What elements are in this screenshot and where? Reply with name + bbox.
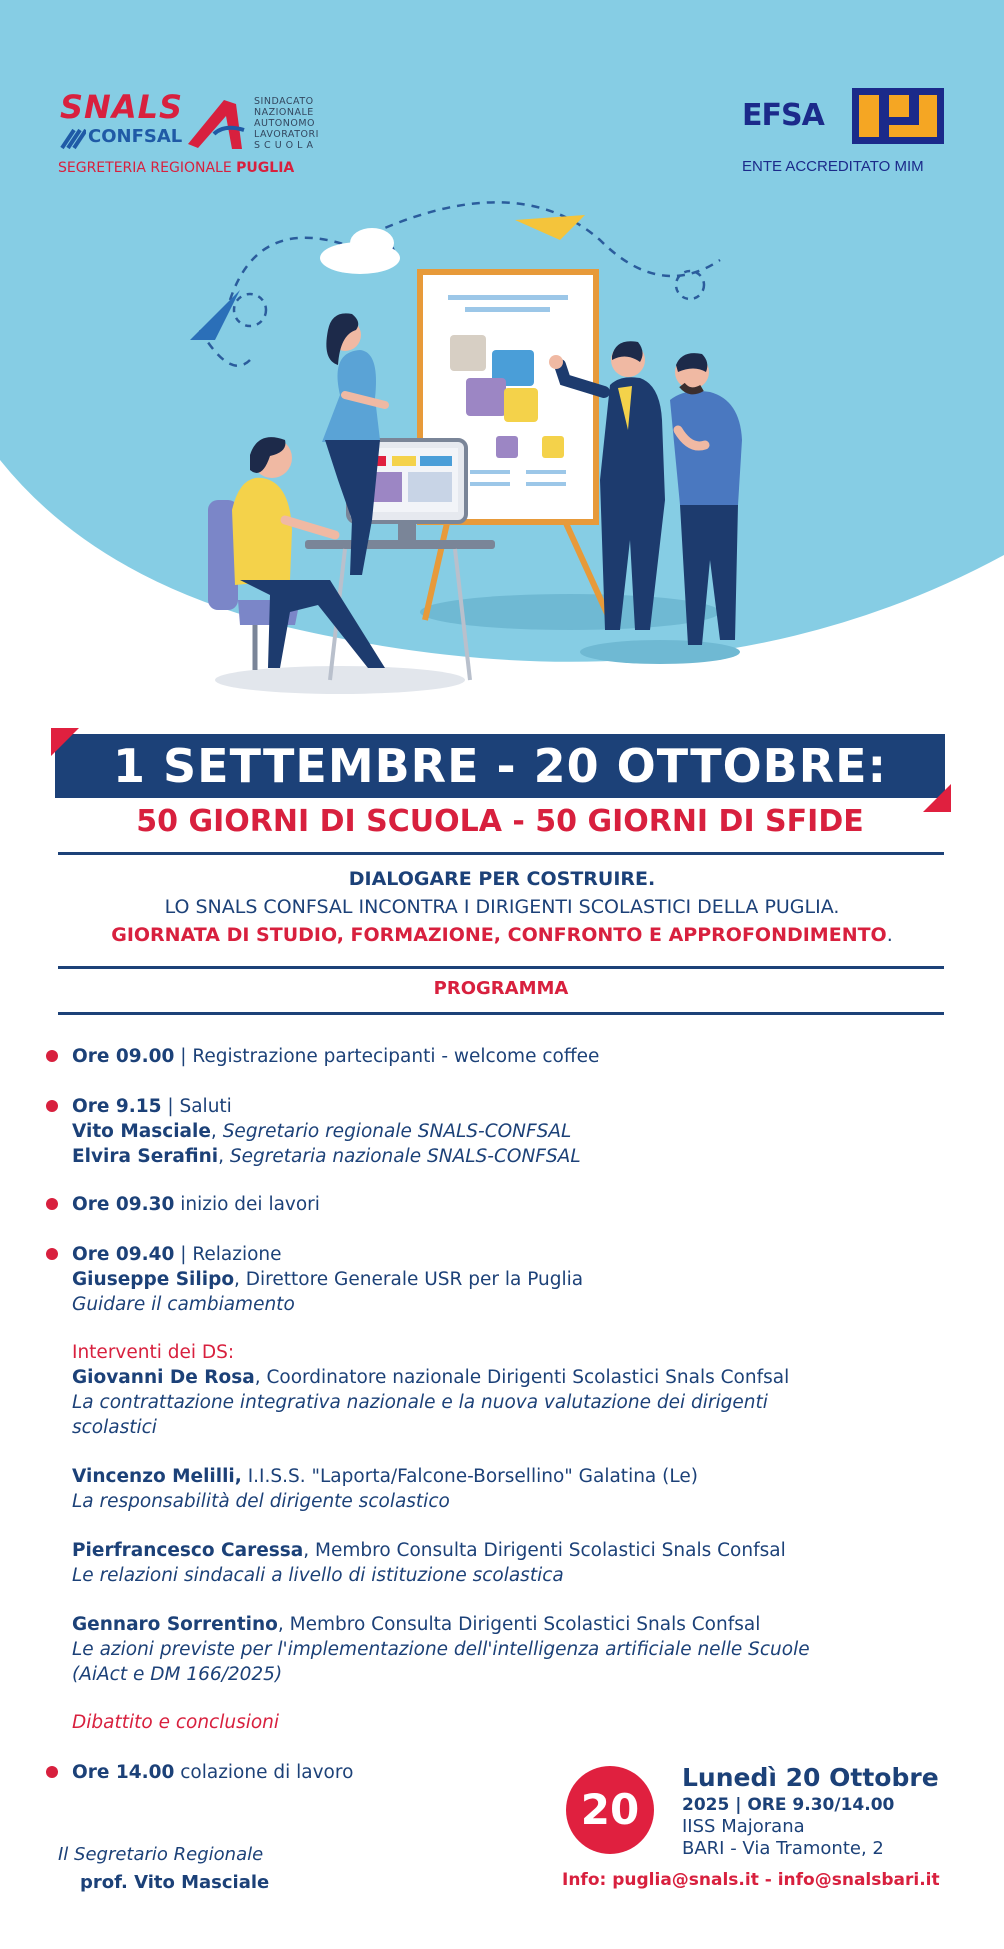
bullet-dot	[46, 1100, 58, 1112]
speaker-topic: Le azioni previste per l'implementazione dell'intelligenza artificiale nelle Scuole	[72, 1639, 810, 1660]
info-contacts: Info: puglia@snals.it - info@snalsbari.it	[562, 1870, 940, 1890]
program-text: | Saluti	[161, 1096, 232, 1117]
efsa-logo	[740, 88, 950, 183]
intro-text: LO SNALS CONFSAL INCONTRA I DIRIGENTI SCOLASTICI DELLA PUGLIA.	[164, 896, 840, 918]
page-title: 1 SETTEMBRE - 20 OTTOBRE:	[113, 739, 887, 793]
speaker-topic: La responsabilità del dirigente scolastico	[72, 1491, 450, 1512]
signature-role: Il Segretario Regionale	[58, 1844, 264, 1865]
day-badge: 20	[566, 1766, 654, 1854]
program-text: inizio dei lavori	[174, 1194, 320, 1215]
intervento	[72, 1612, 810, 1687]
snals-swoosh-icon	[184, 94, 254, 154]
bullet-dot	[46, 1198, 58, 1210]
confsal-wordmark: CONFSAL	[88, 126, 183, 147]
sindacato-line: LAVORATORI	[254, 129, 319, 140]
speaker-name: Vito Masciale	[72, 1121, 211, 1142]
program-item	[72, 1242, 583, 1317]
speaker-topic: scolastici	[72, 1417, 157, 1438]
speaker-topic: Le relazioni sindacali a livello di istituzione scolastica	[72, 1565, 564, 1586]
bullet-dot	[46, 1248, 58, 1260]
intro-period: .	[886, 924, 893, 946]
signature-name: prof. Vito Masciale	[80, 1872, 270, 1893]
speaker-role: , Direttore Generale USR per la Puglia	[234, 1269, 584, 1290]
efsa-emblem-icon	[852, 88, 944, 144]
event-details	[682, 1762, 939, 1860]
speaker-name: Pierfrancesco Caressa	[72, 1540, 304, 1561]
ente-accreditato: ENTE ACCREDITATO MIM	[742, 158, 924, 175]
title-banner	[55, 734, 945, 798]
speaker-topic: (AiAct e DM 166/2025)	[72, 1664, 283, 1685]
program-text: colazione di lavoro	[174, 1762, 354, 1783]
programma-heading: PROGRAMMA	[433, 978, 569, 999]
event-address: BARI - Via Tramonte, 2	[682, 1838, 884, 1859]
speaker-topic: La contrattazione integrativa nazionale e la nuova valutazione dei dirigenti	[72, 1392, 768, 1413]
divider	[58, 966, 944, 969]
bullet-dot	[46, 1050, 58, 1062]
page-subtitle: 50 GIORNI DI SCUOLA - 50 GIORNI DI SFIDE	[136, 804, 864, 839]
segreteria-regionale	[58, 160, 294, 176]
program-time: Ore 09.00	[72, 1046, 175, 1067]
efsa-wordmark: EFSA	[742, 98, 824, 133]
intervento	[72, 1464, 698, 1514]
bullet-dot	[46, 1766, 58, 1778]
speaker-role: , Membro Consulta Dirigenti Scolastici Snals Confsal	[303, 1540, 786, 1561]
speaker-role: Segretaria nazionale SNALS-CONFSAL	[229, 1146, 581, 1167]
segreteria-label: SEGRETERIA REGIONALE	[58, 160, 232, 176]
intro-highlight-text: GIORNATA DI STUDIO, FORMAZIONE, CONFRONTO E APPROFONDIMENTO	[111, 924, 887, 946]
event-date-time: 2025 | ORE 9.30/14.00	[682, 1795, 895, 1815]
program-item	[72, 1760, 353, 1785]
speaker-name: Gennaro Sorrentino	[72, 1614, 278, 1635]
program-time: Ore 14.00	[72, 1762, 175, 1783]
sindacato-line: S C U O L A	[254, 140, 314, 151]
snals-confsal-logo	[58, 88, 328, 183]
event-venue: IISS Majorana	[682, 1816, 805, 1837]
speaker-role: I.I.S.S. "Laporta/Falcone-Borsellino" Galatina (Le)	[241, 1466, 698, 1487]
interventi-section	[72, 1340, 789, 1440]
event-date-title: Lunedì 20 Ottobre	[682, 1763, 939, 1792]
program-time: Ore 09.40	[72, 1244, 175, 1265]
speaker-topic: Guidare il cambiamento	[72, 1294, 295, 1315]
intro-headline: DIALOGARE PER COSTRUIRE.	[348, 868, 656, 890]
segreteria-region: PUGLIA	[236, 160, 295, 176]
program-item	[72, 1192, 320, 1217]
program-item	[72, 1044, 599, 1069]
program-item: Ore 9.15 | Saluti Vito Masciale, Segretario regionale SNALS-CONFSAL Elvira Serafini, Segretaria nazionale SNALS-CONFSAL	[72, 1096, 581, 1167]
sindacato-line: AUTONOMO	[254, 118, 315, 129]
speaker-name: Giovanni De Rosa	[72, 1367, 255, 1388]
dibattito-item	[72, 1710, 279, 1735]
sindacato-text	[254, 96, 319, 151]
intro-highlight	[30, 924, 974, 946]
speaker-name: Giuseppe Silipo	[72, 1269, 235, 1290]
confsal-stripes-icon	[60, 128, 86, 150]
program-time: Ore 9.15	[72, 1096, 162, 1117]
intervento	[72, 1538, 786, 1588]
snals-wordmark: SNALS	[60, 88, 184, 126]
program-text: | Relazione	[174, 1244, 282, 1265]
speaker-name: Elvira Serafini	[72, 1146, 219, 1167]
divider	[58, 1012, 944, 1015]
speaker-name: Vincenzo Melilli,	[72, 1466, 242, 1487]
sindacato-line: SINDACATO	[254, 96, 314, 107]
program-time: Ore 09.30	[72, 1194, 175, 1215]
sindacato-line: NAZIONALE	[254, 107, 314, 118]
dibattito-text: Dibattito e conclusioni	[72, 1712, 280, 1733]
speaker-role: , Membro Consulta Dirigenti Scolastici Snals Confsal	[277, 1614, 761, 1635]
speaker-role: Segretario regionale SNALS-CONFSAL	[222, 1121, 572, 1142]
speaker-role: , Coordinatore nazionale Dirigenti Scolastici Snals Confsal	[254, 1367, 790, 1388]
divider	[58, 852, 944, 855]
program-text: | Registrazione partecipanti - welcome coffee	[174, 1046, 600, 1067]
interventi-heading: Interventi dei DS:	[72, 1342, 235, 1363]
